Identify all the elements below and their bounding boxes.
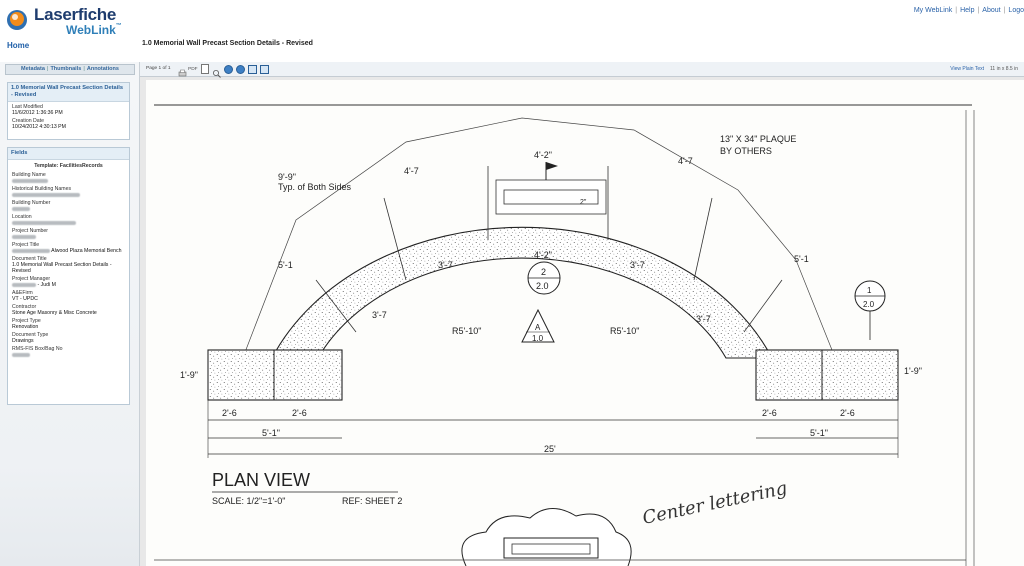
marker-2-top: 2 — [541, 267, 547, 277]
field-label: Project Manager — [12, 276, 51, 282]
tab-metadata[interactable]: Metadata — [21, 66, 45, 72]
field-value-redacted — [12, 352, 125, 358]
search-icon[interactable] — [212, 65, 221, 74]
plan-ref: REF: SHEET 2 — [342, 496, 403, 506]
dim-radius-left: R5'-10" — [452, 326, 482, 336]
zoom-in-icon[interactable] — [224, 65, 233, 74]
dim-inner-right-2: 3'-7 — [696, 314, 711, 324]
field-value: Renovation — [12, 324, 39, 330]
tab-annotations[interactable]: Annotations — [86, 66, 119, 72]
field-label: RMS-FIS Box/Bag No — [12, 346, 63, 352]
dim-side-left: 5'-1 — [278, 260, 293, 270]
field-label: Historical Building Names — [12, 186, 72, 192]
help-link[interactable]: Help — [960, 7, 975, 14]
top-links: My WebLink | Help | About | Logo — [913, 7, 1024, 14]
field-value: - Judi M — [12, 282, 125, 288]
page-size: 11 in x 8.5 in — [990, 66, 1018, 72]
dim-height-left: 1'-9" — [180, 370, 198, 380]
dim-seg-4: 2'-6 — [840, 408, 855, 418]
handwritten-note: Center lettering — [640, 477, 790, 529]
fit-width-icon[interactable] — [260, 65, 269, 74]
marker-a-bot: 1.0 — [532, 334, 544, 343]
field-value-redacted — [12, 234, 125, 240]
logout-link[interactable]: Logo — [1008, 7, 1024, 14]
note-plaque-1: 13" X 34" PLAQUE — [720, 134, 797, 144]
zoom-out-icon[interactable] — [236, 65, 245, 74]
dim-inner-left: 3'-7 — [438, 260, 453, 270]
field-label: A&EFirm — [12, 290, 33, 296]
dim-seg-2: 2'-6 — [292, 408, 307, 418]
dim-5-1-left: 5'-1" — [262, 428, 280, 438]
field-value: Drawings — [12, 338, 34, 344]
field-label: Project Number — [12, 228, 49, 234]
header — [0, 0, 1024, 62]
field-value-redacted — [12, 206, 125, 212]
creation-date-label: Creation Date — [12, 118, 45, 124]
document-info-panel — [7, 82, 130, 140]
field-label: Project Type — [12, 318, 41, 324]
plan-view-title: PLAN VIEW — [212, 470, 311, 490]
dim-angle-left: 4'-7 — [404, 166, 419, 176]
field-label: Document Title — [12, 256, 47, 262]
field-value-redacted — [12, 192, 125, 198]
sidebar-tabs: Metadata | Thumbnails | Annotations — [5, 64, 135, 75]
dim-seg-3: 2'-6 — [762, 408, 777, 418]
pdf-link[interactable]: PDF — [188, 66, 198, 72]
template-name: Template: FacilitiesRecords — [34, 163, 103, 169]
note-both-sides: Typ. of Both Sides — [278, 182, 352, 192]
plan-scale: SCALE: 1/2"=1'-0" — [212, 496, 286, 506]
sidebar — [0, 62, 140, 566]
tab-thumbnails[interactable]: Thumbnails — [50, 66, 82, 72]
field-label: Contractor — [12, 304, 37, 310]
about-link[interactable]: About — [982, 7, 1001, 14]
laserfiche-logo-icon — [6, 6, 30, 32]
logo-name: Laserfiche — [34, 5, 117, 24]
field-value: 1.0 Memorial Wall Precast Section Details - Revised — [12, 262, 112, 274]
my-weblink-link[interactable]: My WebLink — [913, 7, 953, 14]
field-value: VT - UPDC — [12, 296, 38, 302]
note-plaque-2: BY OTHERS — [720, 146, 772, 156]
home-link[interactable]: Home — [7, 41, 30, 50]
dim-top-width: 4'-2" — [534, 150, 552, 160]
logo-sub: WebLink™ — [66, 23, 122, 37]
dim-radius-right: R5'-10" — [610, 326, 640, 336]
dim-height-right: 1'-9" — [904, 366, 922, 376]
document-title: 1.0 Memorial Wall Precast Section Details - Revised — [142, 40, 313, 47]
drawing-page — [146, 80, 1024, 566]
field-value-redacted — [12, 178, 125, 184]
page-indicator: Page 1 of 1 — [146, 66, 171, 71]
field-label: Project Title — [12, 242, 40, 248]
print-icon[interactable] — [178, 65, 187, 74]
dim-seg-1: 2'-6 — [222, 408, 237, 418]
dim-small: 2" — [580, 199, 587, 206]
viewer-toolbar — [140, 62, 1024, 77]
plan-drawing — [146, 80, 1024, 566]
last-modified-value: 11/6/2012 1:36:36 PM — [12, 110, 63, 116]
note-nine-nine: 9'-9" — [278, 172, 296, 182]
fields-panel — [7, 147, 130, 405]
view-plain-text-link[interactable]: View Plain Text — [950, 66, 985, 72]
marker-1-top: 1 — [867, 286, 872, 295]
document-info-title: 1.0 Memorial Wall Precast Section Details - Revised — [8, 83, 129, 102]
fit-page-icon[interactable] — [248, 65, 257, 74]
marker-a-top: A — [535, 323, 541, 332]
marker-1-bot: 2.0 — [863, 300, 875, 309]
dim-inner-right: 3'-7 — [630, 260, 645, 270]
dim-angle-right: 4'-7 — [678, 156, 693, 166]
field-label: Location — [12, 214, 32, 220]
page-icon[interactable] — [201, 64, 209, 74]
field-value: Alwood Plaza Memorial Bench — [12, 248, 125, 254]
dim-total: 25' — [544, 444, 556, 454]
dim-side-right: 5'-1 — [794, 254, 809, 264]
last-modified-label: Last Modified — [12, 104, 43, 110]
field-label: Document Type — [12, 332, 49, 338]
creation-date-value: 10/24/2012 4:30:13 PM — [12, 124, 66, 130]
field-label: Building Name — [12, 172, 46, 178]
field-value-redacted — [12, 220, 125, 226]
marker-2-bot: 2.0 — [536, 281, 549, 291]
document-viewer — [140, 62, 1024, 566]
dim-inner-left-2: 3'-7 — [372, 310, 387, 320]
field-label: Building Number — [12, 200, 51, 206]
dim-5-1-right: 5'-1" — [810, 428, 828, 438]
dim-inner-width: 4'-2" — [534, 250, 552, 260]
laserfiche-logo[interactable] — [6, 4, 126, 38]
fields-header: Fields — [8, 148, 129, 160]
field-value: Stone Age Masonry & Misc Concrete — [12, 310, 97, 316]
